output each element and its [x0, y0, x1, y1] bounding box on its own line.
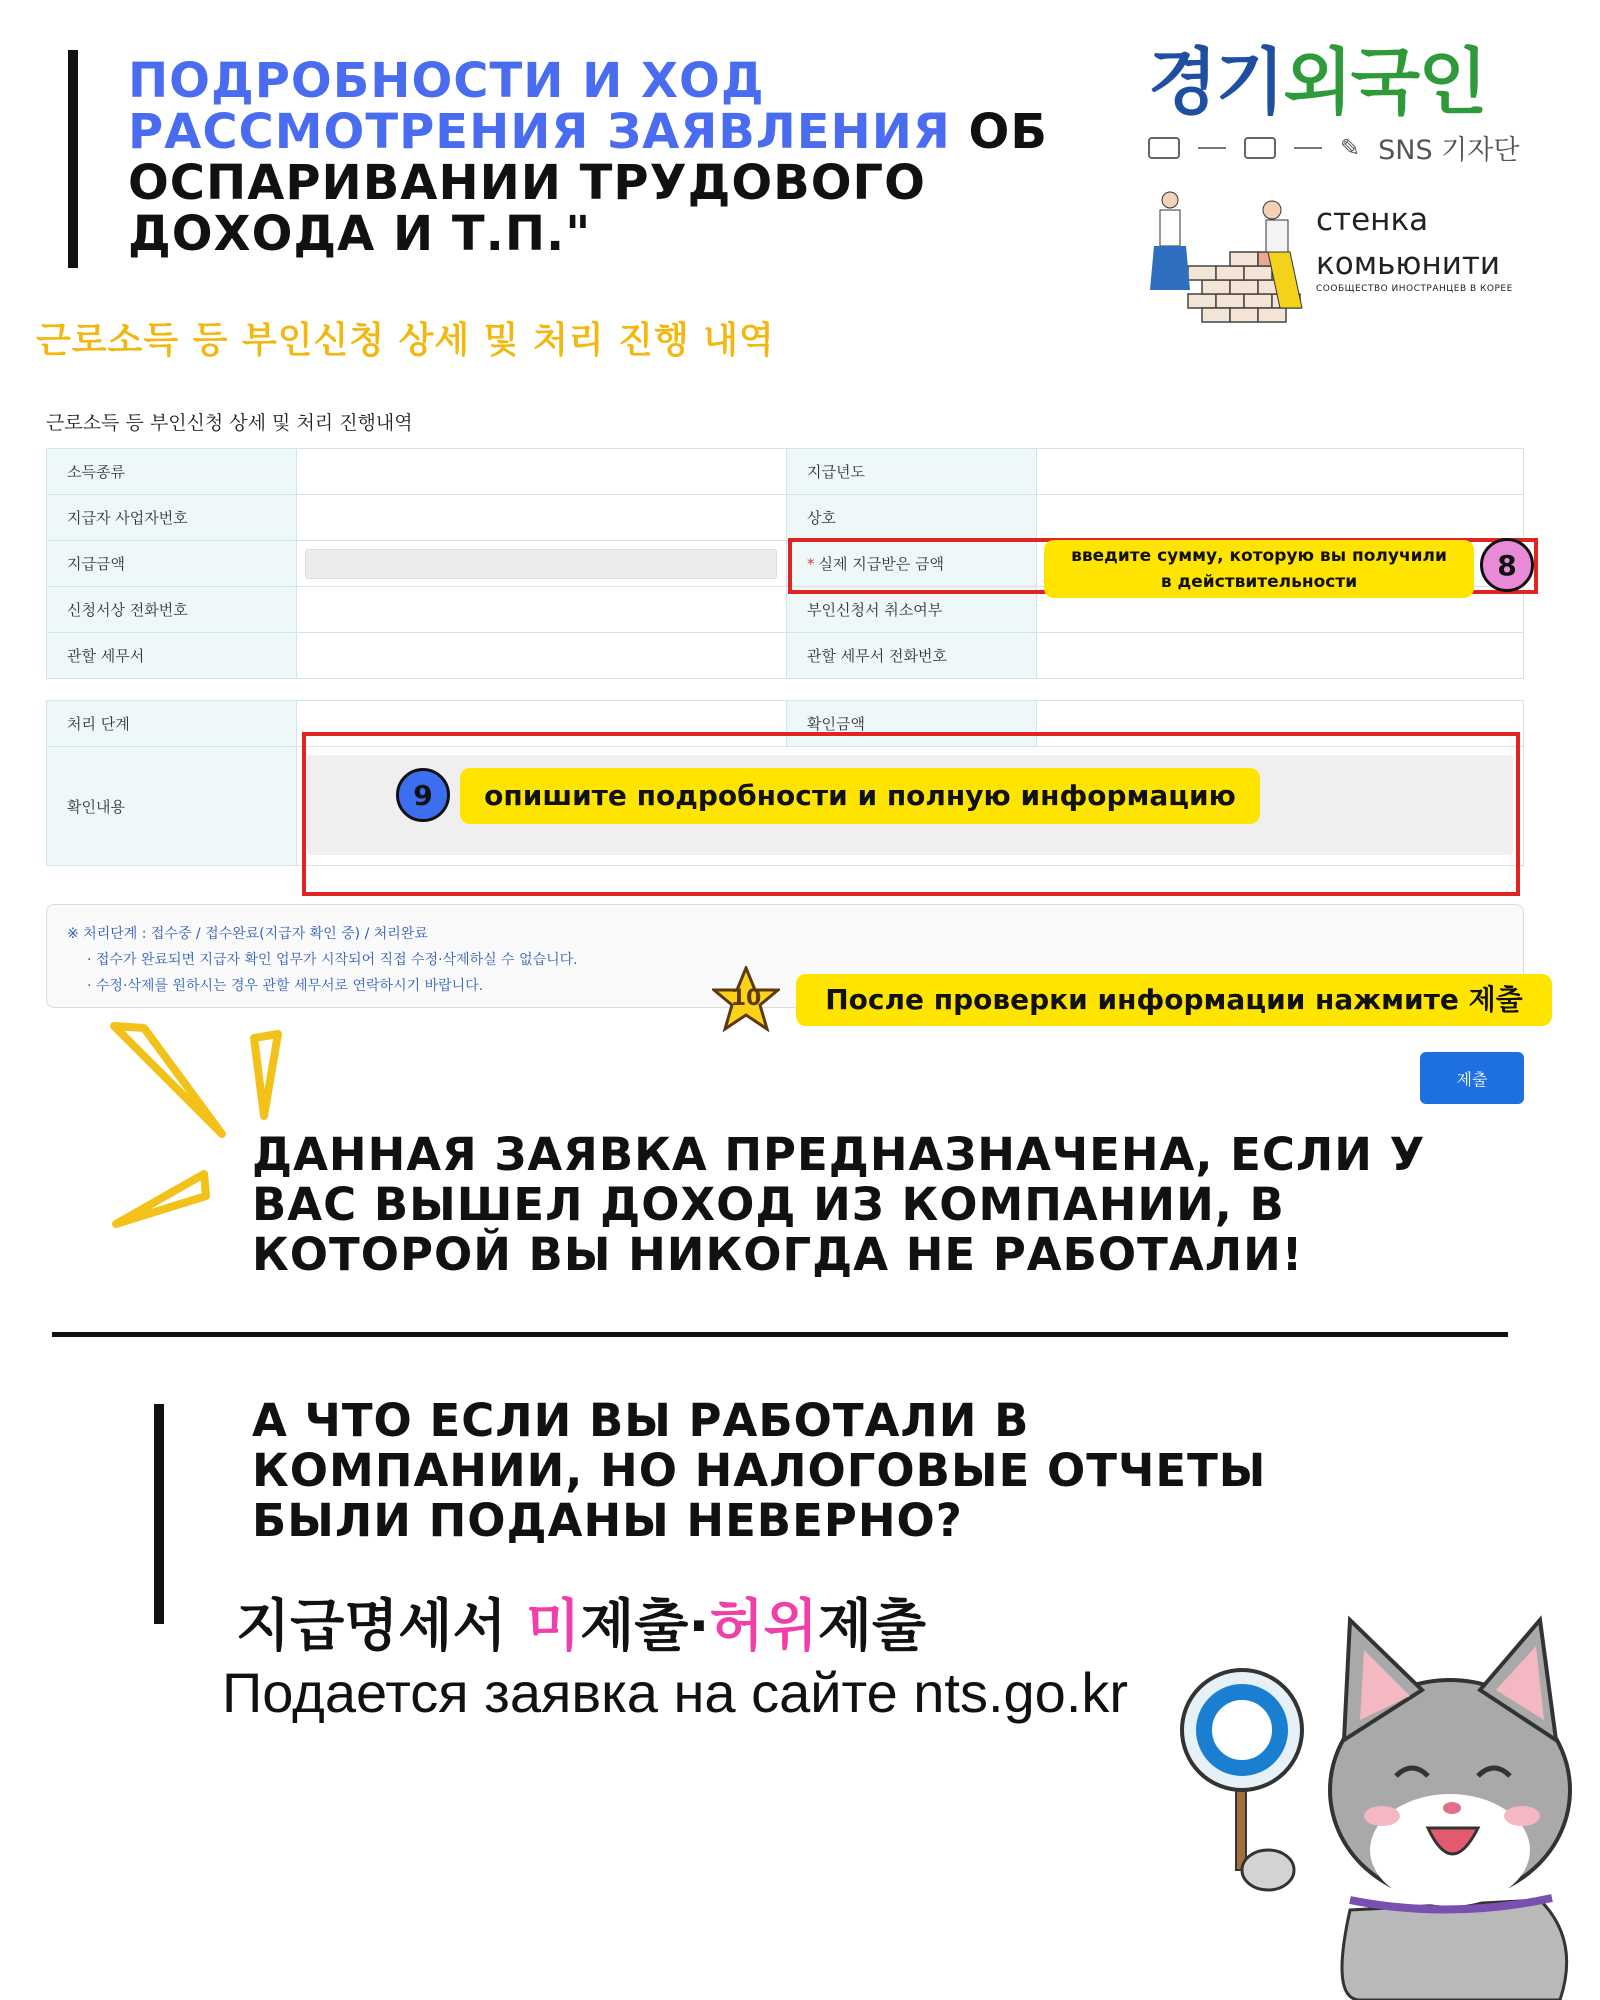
required-mark: * — [807, 555, 815, 573]
community-badge — [1140, 190, 1560, 340]
actual-received-amount-text: 실제 지급받은 금액 — [818, 555, 944, 573]
logo-wordmark-blue: 경기 — [1148, 40, 1284, 124]
page-title — [128, 53, 1088, 262]
brick-wall-builders-illustration — [1140, 190, 1310, 340]
pen-icon: ✎ — [1340, 133, 1361, 162]
step9-callout: опишите подробности и полную информацию — [460, 768, 1260, 824]
note-line: · 수정·삭제를 원하시는 경우 관할 세무서로 연락하시기 바랍니다. — [87, 978, 484, 994]
payer-business-number-label: 지급자 사업자번호 — [47, 495, 297, 541]
paid-amount-cell — [297, 541, 787, 587]
process-stage-label: 처리 단계 — [47, 701, 297, 747]
confirm-content-label: 확인내용 — [47, 747, 297, 866]
step9-number-badge: 9 — [396, 768, 450, 822]
section-divider — [52, 1332, 1508, 1337]
application-cancel-status-label: 부인신청서 취소여부 — [787, 587, 1037, 633]
korean-heading-part: 제출· — [580, 1594, 710, 1659]
step8-callout-line1: введите сумму, которую вы получили — [1071, 546, 1447, 566]
korean-heading-part: 지급명세서 — [236, 1594, 526, 1659]
submit-button[interactable]: 제출 — [1420, 1052, 1524, 1104]
table-row — [47, 633, 1524, 679]
note-line: ※ 처리단계 : 접수중 / 접수완료(지급자 확인 중) / 처리완료 — [67, 926, 428, 942]
form-title: 근로소득 등 부인신청 상세 및 처리 진행내역 — [46, 412, 413, 434]
paid-amount-field — [305, 549, 777, 579]
confirm-amount-label: 확인금액 — [787, 701, 1037, 747]
table-row — [47, 449, 1524, 495]
korean-heading-part: 제출 — [817, 1594, 926, 1659]
community-name-line1: стенка — [1316, 202, 1429, 238]
community-name — [1316, 198, 1500, 286]
payment-year-label: 지급년도 — [787, 449, 1037, 495]
title-accent-bar — [68, 50, 78, 268]
income-type-label: 소득종류 — [47, 449, 297, 495]
company-name-label: 상호 — [787, 495, 1037, 541]
korean-subtitle: 근로소득 등 부인신청 상세 및 처리 진행 내역 — [36, 320, 775, 361]
korean-heading-unsubmitted-false — [236, 1582, 926, 1662]
question-accent-bar — [154, 1404, 164, 1624]
payer-business-number-value — [297, 495, 787, 541]
tax-office-phone-value — [1037, 633, 1524, 679]
application-phone-value — [297, 587, 787, 633]
community-tagline: СООБЩЕСТВО ИНОСТРАНЦЕВ В КОРЕЕ — [1316, 284, 1513, 294]
korean-heading-pink: 미 — [525, 1594, 581, 1659]
warning-text: ДАННАЯ ЗАЯВКА ПРЕДНАЗНАЧЕНА, ЕСЛИ У ВАС ВЫШЕЛ ДОХОД ИЗ КОМПАНИИ, В КОТОРОЙ ВЫ НИКОГДА НЕ РАБОТАЛИ! — [252, 1128, 1426, 1281]
korean-heading-pink: 허위 — [709, 1594, 818, 1659]
paid-amount-label: 지급금액 — [47, 541, 297, 587]
page-title-highlight: ПОДРОБНОСТИ И ХОД РАССМОТРЕНИЯ ЗАЯВЛЕНИЯ — [128, 53, 951, 160]
newspaper-icon — [1244, 137, 1276, 159]
question-text: А ЧТО ЕСЛИ ВЫ РАБОТАЛИ В КОМПАНИИ, НО НАЛОГОВЫЕ ОТЧЕТЫ БЫЛИ ПОДАНЫ НЕВЕРНО? — [252, 1394, 1267, 1547]
step8-callout — [1044, 540, 1474, 598]
page-title-rest: ОБ ОСПАРИВАНИИ ТРУДОВОГО ДОХОДА И Т.П." — [128, 104, 1048, 262]
note-line: · 접수가 완료되면 지급자 확인 업무가 시작되어 직접 수정·삭제하실 수 없습니다. — [87, 952, 578, 968]
logo-sub-text: SNS 기자단 — [1378, 135, 1520, 166]
tax-office-label: 관할 세무서 — [47, 633, 297, 679]
step8-number-badge: 8 — [1480, 538, 1534, 592]
step8-callout-line2: в действительности — [1160, 572, 1358, 592]
logo-subline — [1148, 128, 1548, 167]
tax-office-value — [297, 633, 787, 679]
tax-office-phone-label: 관할 세무서 전화번호 — [787, 633, 1037, 679]
divider-line — [1294, 147, 1322, 149]
community-name-line2: комьюнити — [1316, 246, 1501, 282]
income-type-value — [297, 449, 787, 495]
camera-icon — [1148, 137, 1180, 159]
table-row — [47, 495, 1524, 541]
application-phone-label: 신청서상 전화번호 — [47, 587, 297, 633]
logo-wordmark — [1148, 42, 1548, 122]
divider-line — [1198, 147, 1226, 149]
cat-mascot-illustration — [1160, 1580, 1580, 2000]
step10-callout: После проверки информации нажмите 제출 — [796, 974, 1552, 1026]
gyeonggi-logo — [1148, 42, 1548, 167]
logo-wordmark-green: 외국인 — [1283, 40, 1486, 124]
site-instruction: Подается заявка на сайте nts.go.kr — [222, 1661, 1129, 1724]
payment-year-value — [1037, 449, 1524, 495]
company-name-value — [1037, 495, 1524, 541]
step10-number: 10 — [730, 986, 762, 1011]
